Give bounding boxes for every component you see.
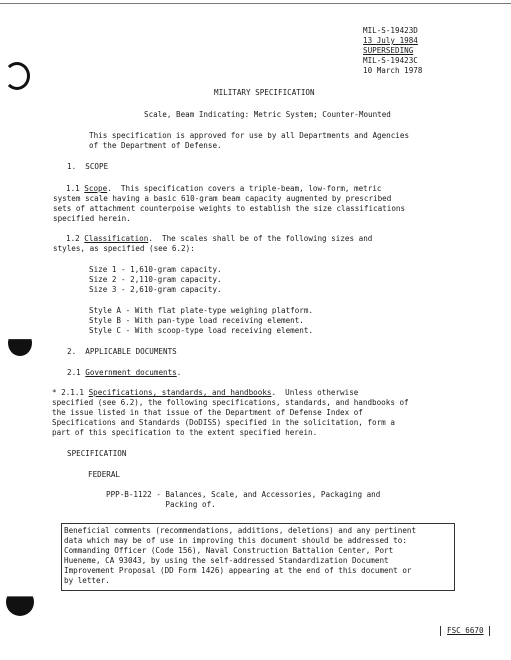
- document-subtitle: Scale, Beam Indicating: Metric System; Counter-Mounted: [144, 110, 391, 119]
- size-item: Size 3 - 2,610-gram capacity.: [89, 285, 222, 294]
- approval-line-2: of the Department of Defense.: [89, 141, 222, 150]
- punch-hole-bottom: [6, 588, 34, 616]
- top-edge-line: [0, 3, 511, 4]
- federal-heading: FEDERAL: [88, 470, 121, 479]
- ppp-reference-line-1: PPP-B-1122 - Balances, Scale, and Accessories, Packaging and: [106, 490, 381, 499]
- para-1-2-line-2: styles, as specified (see 6.2):: [53, 244, 195, 253]
- document-number: MIL-S-19423D: [363, 26, 418, 35]
- approval-line-1: This specification is approved for use by all Departments and Agencies: [89, 131, 410, 140]
- comment-line-2: data which may be of use in improving this document should be addressed to:: [64, 536, 407, 545]
- punch-hole-top: [4, 62, 30, 90]
- fsc-code: FSC 6670: [447, 626, 484, 635]
- size-item: Size 2 - 2,110-gram capacity.: [89, 275, 222, 284]
- style-item: Style C - With scoop-type load receiving element.: [89, 326, 314, 335]
- style-item: Style A - With flat plate-type weighing platform.: [89, 306, 314, 315]
- para-1-1-line-1: 1.1 Scope. This specification covers a triple-beam, low-form, metric: [66, 184, 382, 193]
- para-1-1-line-2: system scale having a basic 610-gram beam capacity augmented by prescribed: [53, 194, 392, 203]
- document-title: MILITARY SPECIFICATION: [214, 88, 315, 97]
- para-2-1-1-line-1: * 2.1.1 Specifications, standards, and handbooks. Unless otherwise: [52, 388, 359, 397]
- punch-hole-middle: [8, 330, 32, 356]
- superseded-date: 10 March 1978: [363, 66, 423, 75]
- para-2-1-1-line-4: Specifications and Standards (DoDISS) specified in the solicitation, form a: [52, 418, 395, 427]
- para-2-1-1-line-3: the issue listed in that issue of the Department of Defense Index of: [52, 408, 363, 417]
- para-2-1-1-line-2: specified (see 6.2), the following specifications, standards, and handbooks of: [52, 398, 409, 407]
- comment-line-4: Hueneme, CA 93043, by using the self-addressed Standardization Document: [64, 556, 389, 565]
- document-date: 13 July 1984: [363, 36, 418, 45]
- ppp-reference-line-2: Packing of.: [106, 500, 216, 509]
- para-2-1: 2.1 Government documents.: [67, 368, 182, 377]
- para-1-1-line-4: specified herein.: [53, 214, 131, 223]
- superseding-label: SUPERSEDING: [363, 46, 414, 55]
- specification-heading: SPECIFICATION: [67, 449, 127, 458]
- section-1-heading: 1. SCOPE: [67, 162, 109, 171]
- para-1-1-line-3: sets of attachment counterpoise weights to establish the size classifications: [53, 204, 406, 213]
- comment-line-6: by letter.: [64, 576, 110, 585]
- section-2-heading: 2. APPLICABLE DOCUMENTS: [67, 347, 177, 356]
- comment-line-5: Improvement Proposal (DD Form 1426) appearing at the end of this document or: [64, 566, 412, 575]
- size-item: Size 1 - 1,610-gram capacity.: [89, 265, 222, 274]
- comment-line-1: Beneficial comments (recommendations, additions, deletions) and any pertinent: [64, 526, 417, 535]
- comment-line-3: Commanding Officer (Code 156), Naval Construction Battalion Center, Port: [64, 546, 394, 555]
- para-2-1-1-line-5: part of this specification to the extent specified herein.: [52, 428, 318, 437]
- style-item: Style B - With pan-type load receiving element.: [89, 316, 304, 325]
- superseded-number: MIL-S-19423C: [363, 56, 418, 65]
- para-1-2-line-1: 1.2 Classification. The scales shall be of the following sizes and: [66, 234, 373, 243]
